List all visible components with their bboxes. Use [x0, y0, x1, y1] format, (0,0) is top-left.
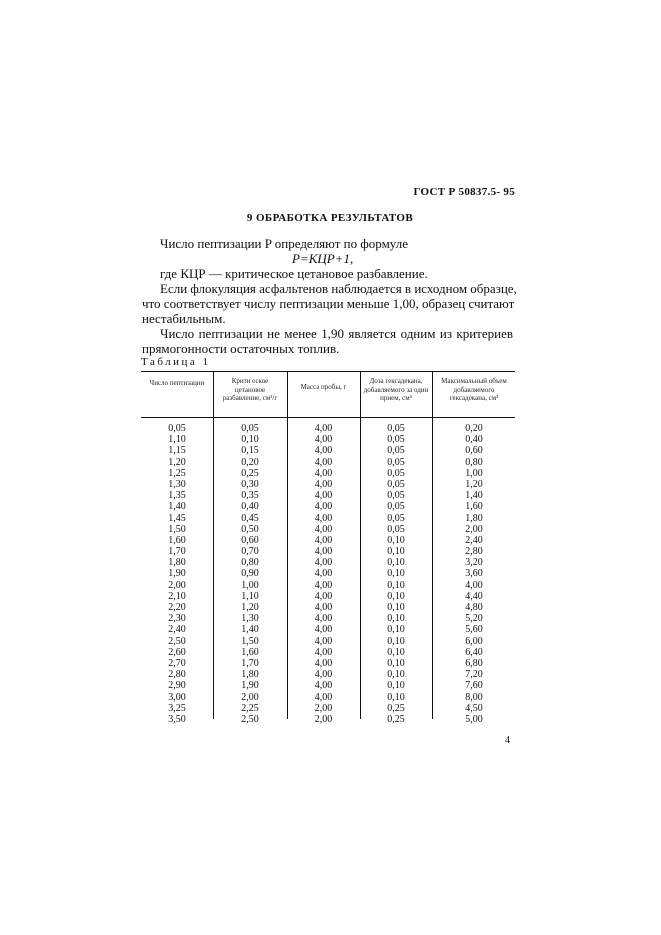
table-cell: 1,60: [168, 534, 186, 546]
table-cell: 2,20: [168, 602, 186, 613]
table-cell: 0,80: [465, 456, 483, 468]
table-cell: 0,90: [241, 568, 259, 580]
table-cell: 2,40: [465, 534, 483, 546]
table-cell: 2,80: [168, 669, 186, 681]
table-cell: 4,00: [314, 478, 333, 490]
table-cell: 4,00: [314, 646, 333, 658]
column-header-sample-mass: Масса пробы, г: [300, 383, 347, 391]
table-cell: 4,00: [314, 546, 333, 558]
table-cell: 0,25: [387, 713, 405, 725]
table-cell: 5,20: [465, 613, 483, 625]
table-cell: 1,40: [465, 490, 483, 502]
table-header-divider: [141, 417, 515, 418]
paragraph-line: нестабильным.: [142, 311, 226, 326]
table-cell: 1,70: [241, 657, 259, 669]
table-cell: 1,15: [168, 445, 186, 457]
table-cell: 2,10: [168, 590, 186, 602]
table-cell: 2,50: [241, 713, 259, 725]
table-cell: 1,00: [241, 579, 259, 591]
table-cell: 0,10: [387, 613, 405, 625]
paragraph-line: Число пептизации P определяют по формуле: [160, 236, 408, 251]
table-cell: 0,10: [387, 669, 405, 681]
table-cell: 2,90: [168, 680, 186, 692]
table-cell: 0,60: [241, 534, 259, 546]
column-divider: [287, 371, 288, 719]
table-cell: 2,00: [314, 702, 333, 714]
table-cell: 1,90: [241, 680, 259, 692]
table-cell: 0,10: [387, 557, 405, 569]
table-cell: 4,00: [314, 602, 333, 613]
table-cell: 0,10: [387, 534, 405, 546]
table-cell: 4,00: [314, 680, 333, 692]
column-header-peptization: Число пептизации: [149, 379, 205, 387]
table-cell: 0,05: [387, 434, 405, 446]
paragraph-line: Если флокуляция асфальтенов наблюдается в исходном образце,: [160, 281, 517, 296]
table-cell: 0,05: [241, 423, 259, 434]
column-max-volume: [435, 423, 513, 725]
table-cell: 6,00: [465, 635, 483, 647]
table-cell: 6,40: [465, 646, 483, 658]
table-cell: 5,60: [465, 624, 483, 636]
section-title: 9 ОБРАБОТКА РЕЗУЛЬТАТОВ: [246, 212, 414, 224]
table-cell: 0,05: [387, 490, 405, 502]
table-cell: 0,05: [387, 523, 405, 535]
table-cell: 0,05: [387, 467, 405, 479]
column-header-critical-dilution: Крити еское цетановое разбавление, см³/г: [222, 377, 278, 402]
column-critical-dilution: [217, 423, 283, 725]
table-cell: 3,00: [168, 691, 186, 703]
table-cell: 2,60: [168, 646, 186, 658]
table-cell: 1,10: [168, 434, 186, 446]
table-cell: 0,10: [387, 546, 405, 558]
table-cell: 2,00: [168, 579, 186, 591]
table-cell: 3,50: [168, 713, 186, 725]
table-cell: 4,00: [314, 423, 333, 434]
table-cell: 4,00: [314, 445, 333, 457]
table-cell: 0,25: [387, 702, 405, 714]
table-cell: 4,50: [465, 702, 483, 714]
table-cell: 4,00: [314, 434, 333, 446]
table-cell: 1,20: [168, 456, 186, 468]
table-cell: 0,10: [387, 657, 405, 669]
table-cell: 4,00: [314, 512, 333, 524]
table-cell: 0,25: [241, 467, 259, 479]
table-cell: 1,00: [465, 467, 483, 479]
table-cell: 5,00: [465, 713, 483, 725]
table-cell: 1,60: [241, 646, 259, 658]
table-cell: 1,45: [168, 512, 186, 524]
table-cell: 2,00: [314, 713, 333, 725]
table-cell: 0,40: [241, 501, 259, 513]
column-sample-mass: [291, 423, 356, 725]
table-cell: 4,40: [465, 590, 483, 602]
table-cell: 4,00: [314, 613, 333, 625]
table-cell: 4,00: [314, 534, 333, 546]
table-cell: 1,40: [241, 624, 259, 636]
table-cell: 1,50: [241, 635, 259, 647]
column-divider: [360, 371, 361, 719]
table-cell: 0,10: [387, 691, 405, 703]
table-cell: 0,60: [465, 445, 483, 457]
paragraph-line: где КЦР — критическое цетановое разбавление.: [160, 266, 428, 281]
table-cell: 4,00: [314, 467, 333, 479]
table-cell: 8,00: [465, 691, 483, 703]
table-cell: 0,05: [387, 478, 405, 490]
table-cell: 0,05: [387, 423, 405, 434]
table-cell: 4,00: [314, 579, 333, 591]
column-hexadecane-dose: [363, 423, 429, 725]
table-cell: 1,50: [168, 523, 186, 535]
table-cell: 0,10: [387, 602, 405, 613]
table-cell: 4,00: [314, 456, 333, 468]
table-cell: 0,80: [241, 557, 259, 569]
table-cell: 2,50: [168, 635, 186, 647]
table-cell: 1,30: [168, 478, 186, 490]
table-cell: 4,80: [465, 602, 483, 613]
table-cell: 1,25: [168, 467, 186, 479]
table-cell: 0,05: [387, 456, 405, 468]
table-cell: 0,10: [387, 680, 405, 692]
table-cell: 1,80: [168, 557, 186, 569]
table-cell: 3,60: [465, 568, 483, 580]
table-cell: 2,80: [465, 546, 483, 558]
table-cell: 3,20: [465, 557, 483, 569]
column-divider: [432, 371, 433, 719]
table-cell: 0,40: [465, 434, 483, 446]
column-header-max-volume: Максимальный объем добавляемого гексадекана, см³: [441, 377, 507, 402]
table-cell: 0,15: [241, 445, 259, 457]
column-header-hexadecane-dose: Доза гексадекана, добавляемого за один прием, см³: [363, 377, 429, 402]
table-cell: 2,25: [241, 702, 259, 714]
table-cell: 0,35: [241, 490, 259, 502]
table-cell: 1,30: [241, 613, 259, 625]
table-cell: 0,70: [241, 546, 259, 558]
table-cell: 0,05: [387, 445, 405, 457]
data-table: [141, 371, 515, 725]
table-cell: 0,30: [241, 478, 259, 490]
table-cell: 4,00: [465, 579, 483, 591]
table-cell: 7,60: [465, 680, 483, 692]
table-cell: 0,20: [241, 456, 259, 468]
table-cell: 1,40: [168, 501, 186, 513]
table-cell: 4,00: [314, 669, 333, 681]
table-cell: 4,00: [314, 590, 333, 602]
table-cell: 3,25: [168, 702, 186, 714]
page-number: 4: [505, 735, 510, 746]
table-cell: 0,10: [387, 568, 405, 580]
table-cell: 1,60: [465, 501, 483, 513]
table-cell: 1,10: [241, 590, 259, 602]
table-cell: 4,00: [314, 657, 333, 669]
table-cell: 0,05: [168, 423, 186, 434]
table-cell: 0,10: [387, 590, 405, 602]
table-cell: 4,00: [314, 501, 333, 513]
table-border-top: [141, 371, 515, 372]
table-cell: 7,20: [465, 669, 483, 681]
table-cell: 1,80: [241, 669, 259, 681]
table-cell: 4,00: [314, 568, 333, 580]
table-cell: 4,00: [314, 490, 333, 502]
table-cell: 2,70: [168, 657, 186, 669]
table-cell: 4,00: [314, 624, 333, 636]
table-cell: 0,05: [387, 512, 405, 524]
table-cell: 0,10: [387, 635, 405, 647]
table-cell: 0,10: [387, 646, 405, 658]
table-cell: 6,80: [465, 657, 483, 669]
column-divider: [213, 371, 214, 719]
paragraph-line: что соответствует числу пептизации меньше 1,00, образец считают: [142, 296, 515, 311]
table-cell: 0,50: [241, 523, 259, 535]
table-cell: 0,20: [465, 423, 483, 434]
table-cell: 4,00: [314, 635, 333, 647]
table-cell: 4,00: [314, 691, 333, 703]
formula: P=КЦР+1,: [292, 251, 354, 266]
table-cell: 1,80: [465, 512, 483, 524]
table-cell: 1,90: [168, 568, 186, 580]
table-cell: 1,35: [168, 490, 186, 502]
table-cell: 2,00: [465, 523, 483, 535]
table-cell: 0,10: [387, 579, 405, 591]
paragraph-line: Число пептизации не менее 1,90 является одним из критериев: [160, 326, 513, 341]
table-cell: 4,00: [314, 523, 333, 535]
paragraph-line: прямогонности остаточных топлив.: [142, 341, 340, 356]
document-header: ГОСТ Р 50837.5- 95: [413, 186, 515, 198]
table-cell: 0,05: [387, 501, 405, 513]
column-peptization: [143, 423, 211, 725]
table-cell: 2,40: [168, 624, 186, 636]
table-cell: 0,10: [241, 434, 259, 446]
table-cell: 2,00: [241, 691, 259, 703]
table-cell: 1,20: [241, 602, 259, 613]
table-cell: 1,70: [168, 546, 186, 558]
table-cell: 1,20: [465, 478, 483, 490]
table-cell: 2,30: [168, 613, 186, 625]
table-cell: 0,10: [387, 624, 405, 636]
table-cell: 0,45: [241, 512, 259, 524]
table-cell: 4,00: [314, 557, 333, 569]
table-caption: Таблица 1: [141, 356, 211, 368]
